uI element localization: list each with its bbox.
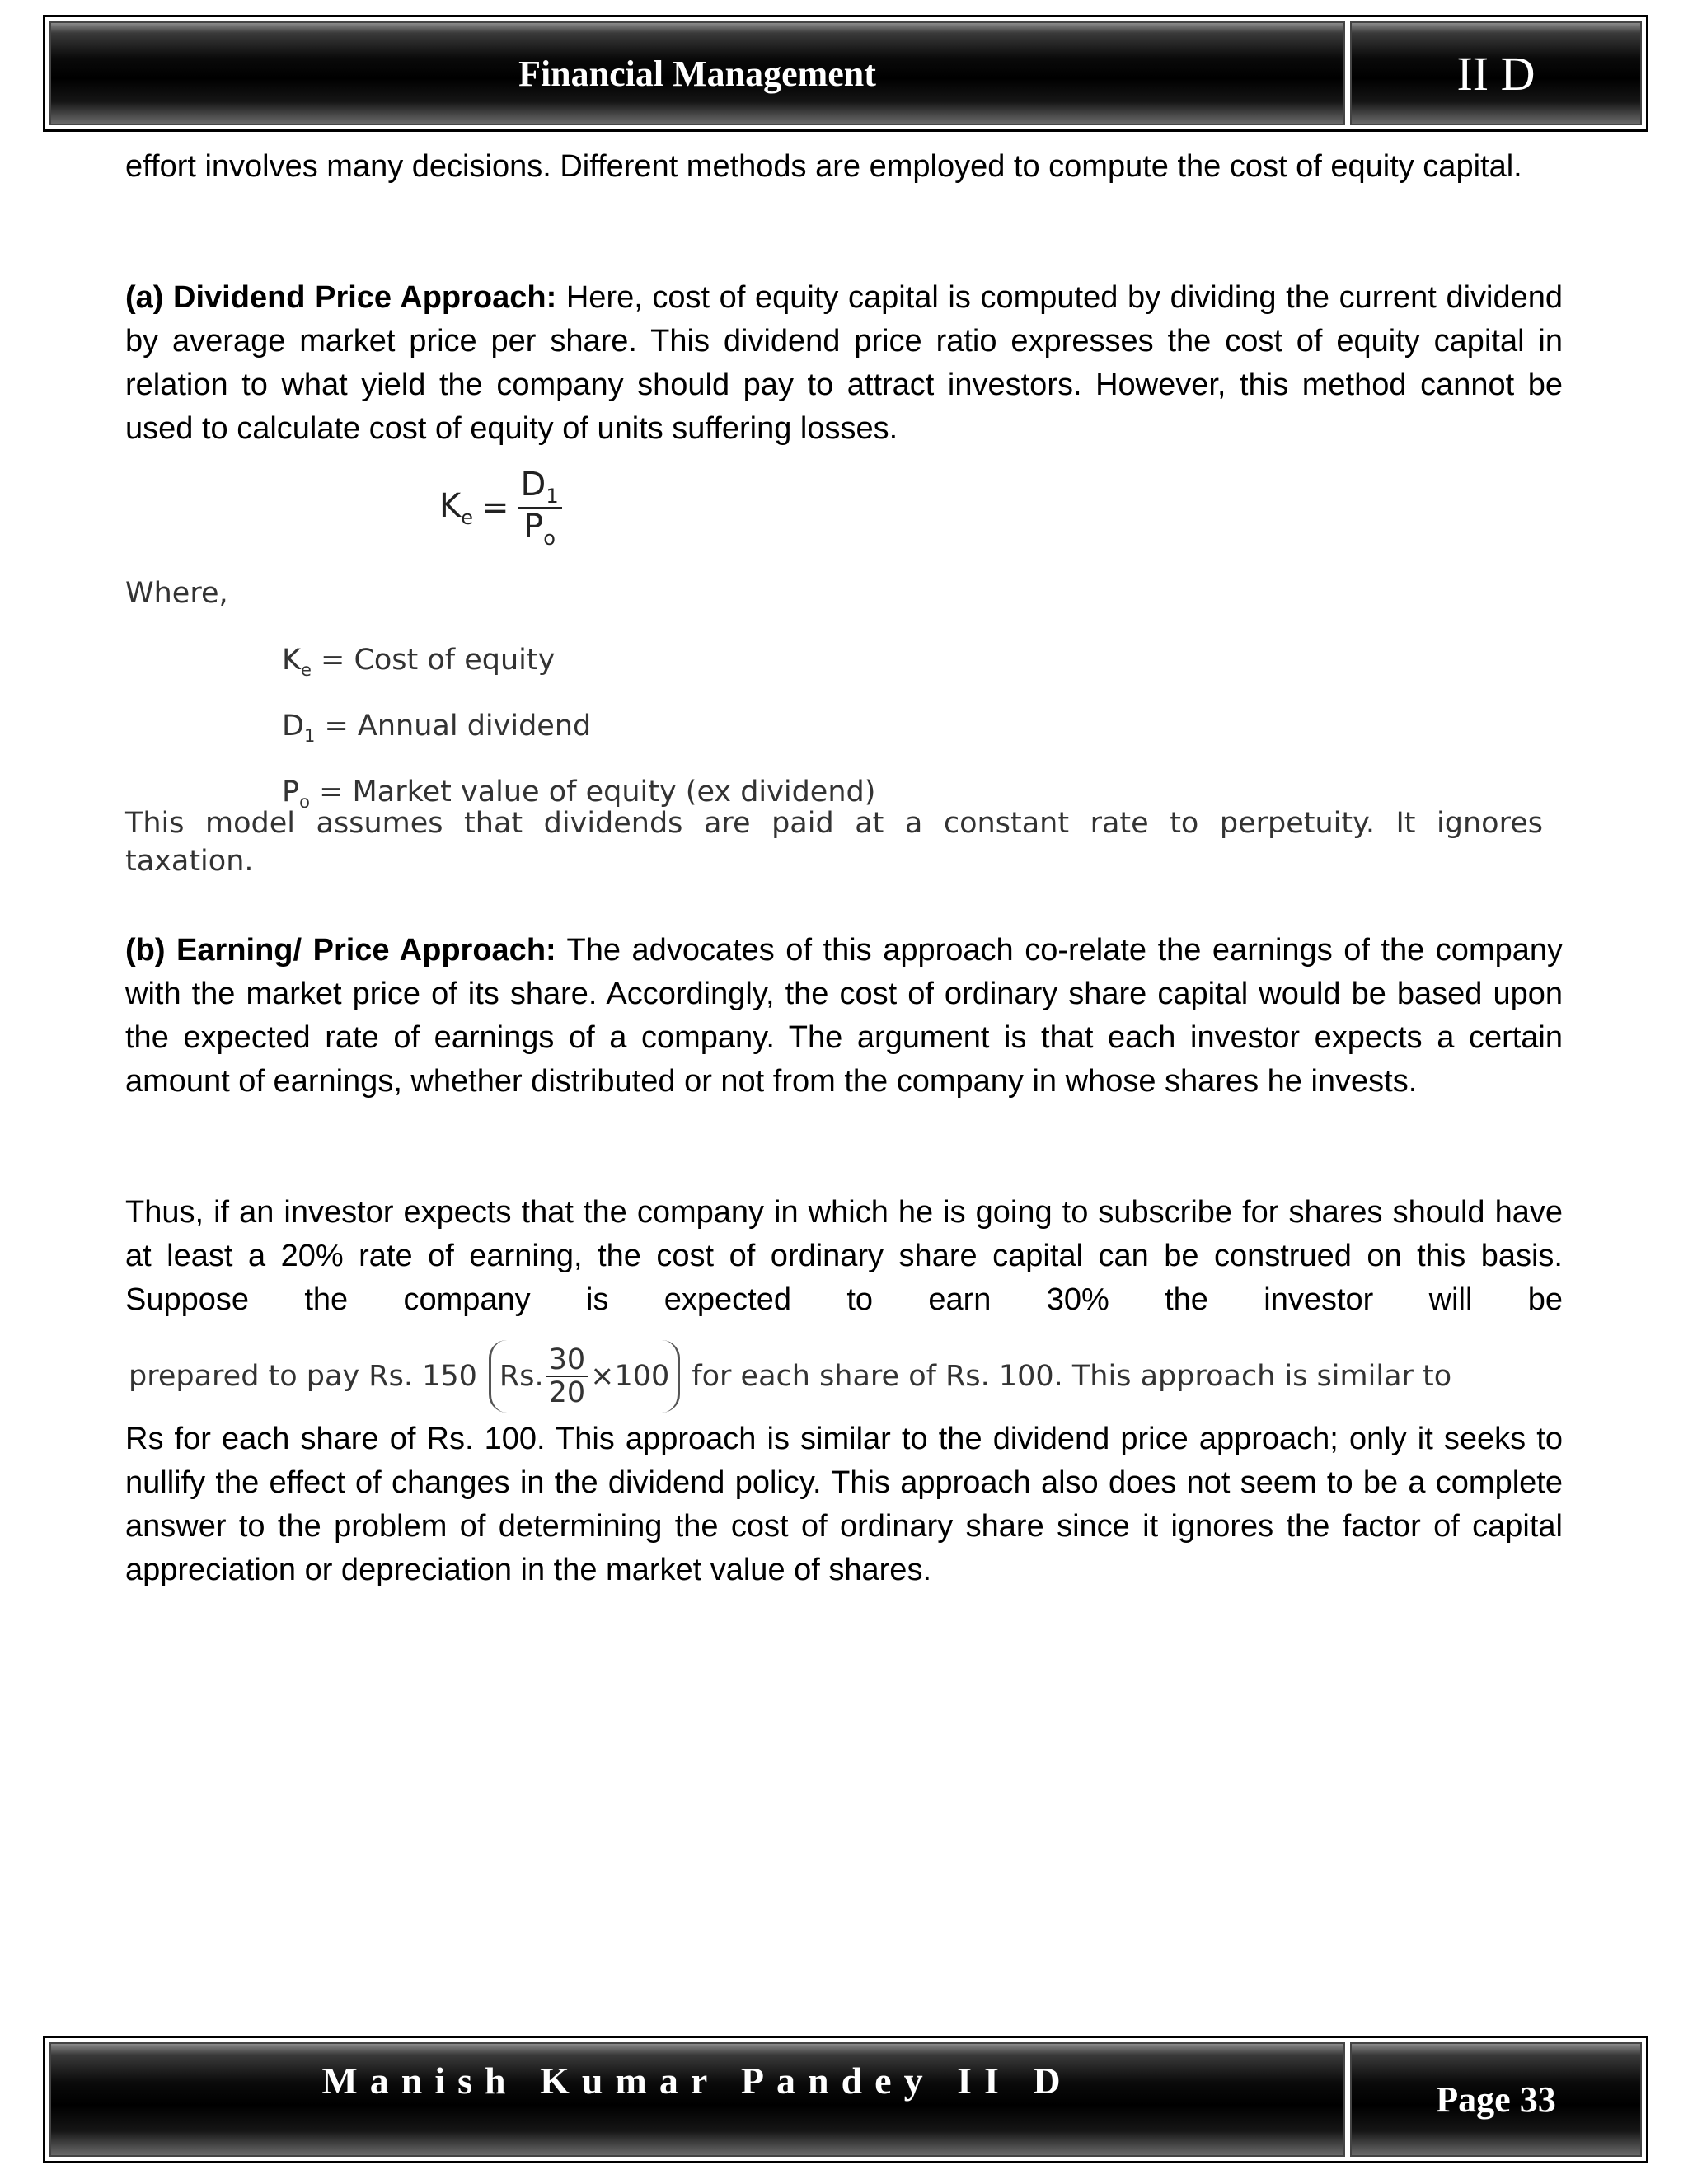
formula-equals: = [481,489,509,527]
formula-lhs: $K_e$ [439,486,473,529]
intro-paragraph [125,145,1563,189]
footer-page-number: Page 33 [1350,2042,1642,2157]
final-paragraph [125,1418,1563,1592]
definition-po: $P_o$ = Market value of equity (ex dividend) [282,776,876,812]
section-a-text: Here, cost of equity capital is computed by dividing the current dividend by average market price per share. This dividend price ratio expresses the cost of equity capital in relation to what yield the company should pay to attract investors. However, this method cannot be used to calculate cost of equity of units suffering losses. [125,280,1563,446]
definition-ke: $K_e$ = Cost of equity [282,644,556,680]
inline-calc-line [129,1335,1451,1418]
footer-band [43,2036,1648,2163]
thus-text: Thus, if an investor expects that the company in which he is going to subscribe for shares should have at least a 20% rate of earning, the cost of ordinary share capital can be construed on this basis. Suppose the company is expected to earn 30% the investor will be [125,1195,1563,1317]
calc-expression [489,1340,680,1413]
formula-denominator: $P_o$ [523,508,556,551]
calc-den: 20 [548,1376,586,1409]
section-b-paragraph [125,929,1563,1104]
calc-fraction [546,1344,589,1409]
calc-pre: prepared to pay Rs. 150 [129,1360,477,1393]
intro-text: effort involves many decisions. Different methods are employed to compute the cost of equity capital. [125,149,1522,184]
where-label: Where, [125,577,228,610]
header-code: II D [1350,21,1642,125]
thus-paragraph [125,1191,1563,1322]
section-a [125,276,1563,451]
calc-post: for each share of Rs. 100. This approach is similar to [692,1360,1452,1393]
final-text: Rs for each share of Rs. 100. This approach is similar to the dividend price approach; only it seeks to nullify the effect of changes in the dividend policy. This approach also does not seem to be a complete answer to the problem of determining the cost of ordinary share since it ignores the factor of capital appreciation or depreciation in the market value of shares. [125,1422,1563,1587]
calc-rs: Rs. [499,1360,544,1393]
section-a-paragraph [125,276,1563,451]
header-title: Financial Management [49,21,1345,125]
formula-numerator: $D_1$ [518,466,562,509]
section-b [125,929,1563,1104]
formula-ke [439,466,562,550]
calc-times: ×100 [590,1360,670,1393]
section-b-text: The advocates of this approach co-relate the earnings of the company with the market price of its share. Accordingly, the cost of ordinary share capital would be based upon the expected rate of earnings of a company. The argument is that each investor expects a certain amount of earnings, whether distributed or not from the company in whose shares he invests. [125,933,1563,1099]
section-a-heading: (a) Dividend Price Approach: [125,280,557,315]
definitions-list [282,632,875,830]
model-note: This model assumes that dividends are paid at a constant rate to perpetuity. It ignores taxation. [125,807,1543,878]
definition-d1: $D_1$ = Annual dividend [282,710,592,746]
footer-author: Manish Kumar Pandey II D [49,2042,1345,2157]
formula-fraction [518,466,562,550]
header-band [43,15,1648,132]
section-b-heading: (b) Earning/ Price Approach: [125,933,556,968]
calc-num: 30 [546,1344,589,1378]
